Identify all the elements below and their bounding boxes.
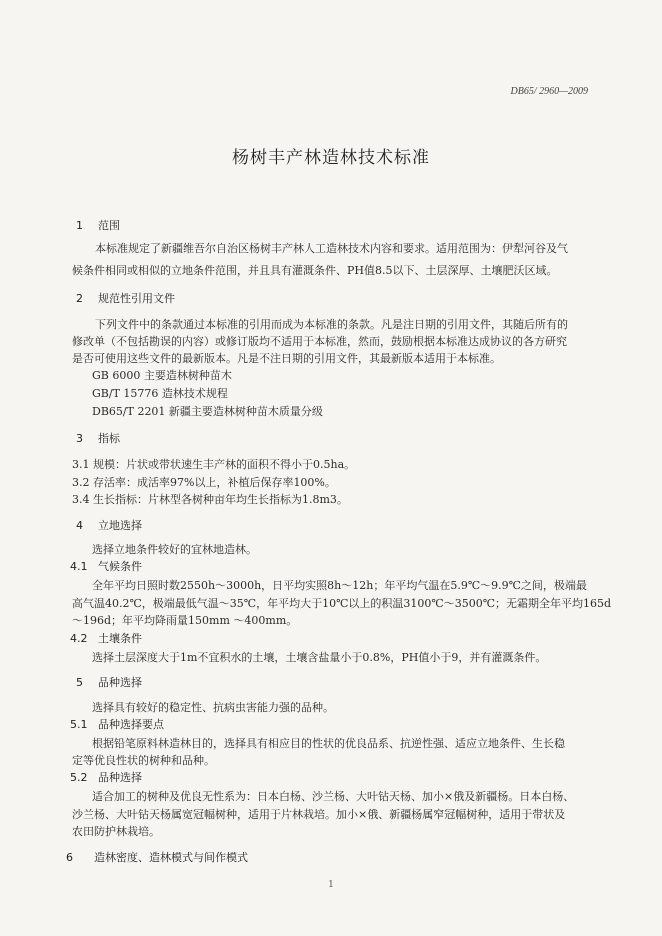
section-5-heading: [76, 676, 142, 690]
section-5-intro: 选择具有较好的稳定性、抗病虫害能力强的品种。: [92, 701, 334, 714]
variety-line-3: 农田防护林栽培。: [72, 825, 160, 838]
section-2-line-2: 修改单（不包括勘误的内容）或修订版均不适用于本标准，然而，鼓励根据本标准达成协议的各方研究: [72, 335, 567, 348]
subsection-4-2-heading: [70, 632, 142, 646]
subsection-number: 5.1: [70, 718, 88, 731]
indicator-item-3: 3.4 生长指标：片林型各树种亩年均生长指标为1.8m3。: [72, 493, 348, 506]
section-6-heading: [66, 851, 248, 865]
reference-3: DB65/T 2201 新疆主要造林树种苗木质量分级: [92, 405, 323, 418]
subsection-number: 4.2: [70, 632, 88, 645]
subsection-5-1-heading: [70, 718, 164, 732]
section-number: 1: [76, 219, 83, 232]
section-number: 5: [76, 676, 83, 689]
subsection-title: 品种选择: [98, 771, 142, 784]
climate-line-2: 高气温40.2℃，极端最低气温～35℃，年平均大于10℃以上的积温3100℃～3500℃；无霜期全年平均165d: [72, 597, 612, 610]
section-1-line-1: 本标准规定了新疆维吾尔自治区杨树丰产林人工造林技术内容和要求。适用范围为：伊犁河谷及气: [95, 242, 568, 255]
section-3-heading: [76, 432, 120, 446]
subsection-title: 土壤条件: [98, 632, 142, 645]
standard-number: DB65/ 2960—2009: [510, 86, 588, 97]
subsection-title: 气候条件: [98, 560, 142, 573]
soil-line-1: 选择土层深度大于1m不宜积水的土壤，土壤含盐量小于0.8%，PH值小于9，并有灌溉条件。: [92, 651, 547, 664]
indicator-item-2: 3.2 存活率：成活率97%以上，补植后保存率100%。: [72, 476, 336, 489]
climate-line-1: 全年平均日照时数2550h～3000h，日平均实照8h～12h；年平均气温在5.9℃～9.9℃之间，极端最: [92, 579, 587, 592]
section-2-heading: [76, 292, 175, 306]
variety-point-line-1: 根据铅笔原料林造林目的，选择具有相应目的性状的优良品系、抗逆性强、适应立地条件、生长稳: [92, 737, 565, 750]
section-2-line-3: 是否可使用这些文件的最新版本。凡是不注日期的引用文件，其最新版本适用于本标准。: [72, 352, 501, 365]
section-number: 4: [76, 519, 83, 532]
section-title: 规范性引用文件: [98, 292, 175, 305]
reference-2: GB/T 15776 造林技术规程: [92, 387, 228, 400]
subsection-number: 4.1: [70, 560, 88, 573]
section-2-line-1: 下列文件中的条款通过本标准的引用而成为本标准的条款。凡是注日期的引用文件，其随后所有的: [95, 318, 568, 331]
indicator-item-1: 3.1 规模：片状或带状速生丰产林的面积不得小于0.5ha。: [72, 458, 356, 471]
section-title: 范围: [98, 219, 120, 232]
section-number: 2: [76, 292, 83, 305]
variety-line-1: 适合加工的树种及优良无性系为：日本白杨、沙兰杨、大叶钻天杨、加小×俄及新疆杨。日本白杨、: [92, 790, 575, 803]
section-1-line-2: 候条件相同或相似的立地条件范围，并且具有灌溉条件、PH值8.5以下、土层深厚、土壤肥沃区域。: [72, 264, 558, 277]
subsection-4-1-heading: [70, 560, 142, 574]
variety-line-2: 沙兰杨、大叶钻天杨属宽冠幅树种，适用于片林栽培。加小×俄、新疆杨属窄冠幅树种，适用于带状及: [72, 808, 566, 821]
subsection-number: 5.2: [70, 771, 88, 784]
section-title: 立地选择: [98, 519, 142, 532]
section-4-intro: 选择立地条件较好的宜林地造林。: [92, 543, 257, 556]
subsection-title: 品种选择要点: [98, 718, 164, 731]
page-number: 1: [328, 880, 334, 890]
section-4-heading: [76, 519, 142, 533]
subsection-5-2-heading: [70, 771, 142, 785]
reference-1: GB 6000 主要造林树种苗木: [92, 369, 232, 382]
document-title: 杨树丰产林造林技术标准: [232, 148, 430, 168]
section-title: 造林密度、造林模式与间作模式: [94, 851, 248, 864]
section-number: 6: [66, 851, 73, 864]
variety-point-line-2: 定等优良性状的树种和品种。: [72, 754, 215, 767]
section-1-heading: [76, 219, 120, 233]
climate-line-3: ～196d；年平均降雨量150mm ～400mm。: [72, 614, 298, 627]
section-number: 3: [76, 432, 83, 445]
section-title: 指标: [98, 432, 120, 445]
section-title: 品种选择: [98, 676, 142, 689]
